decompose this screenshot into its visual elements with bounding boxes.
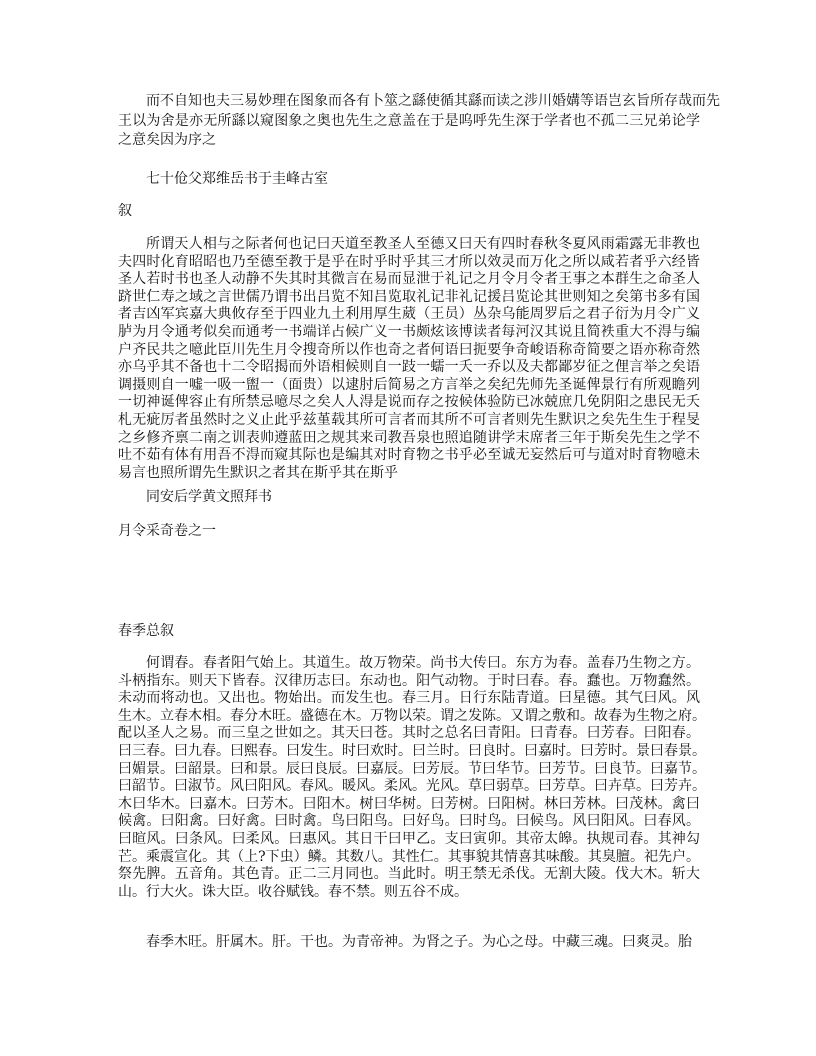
text-line: 调摄则自一嘘一吸一盥一（面贵）以逮肘后简易之方言举之矣纪先师先圣诞俾景行有所观瞻列: [118, 376, 700, 393]
text-line: 曰媚景。曰韶景。曰和景。辰曰良辰。曰嘉辰。曰芳辰。节曰华节。曰芳节。曰良节。曰嘉节。: [118, 760, 706, 777]
text-line: 夫四时化育昭昭也乃至德至教于是乎在时乎时乎其三才所以效灵而万化之所以咸若者乎六经皆: [118, 253, 700, 270]
preface-closing-paragraph: [118, 92, 720, 151]
text-line: 跻世仁寿之域之言世儒乃谓书出吕览不知吕览取礼记非礼记援吕览论其世则知之矣第书多有国: [118, 288, 700, 305]
text-line: 山。行大火。诛大臣。收谷赋钱。春不禁。则五谷不成。: [118, 883, 468, 900]
text-line: 而不自知也夫三易妙理在图象而各有卜筮之繇使循其繇而读之涉川婚媾等语岂玄旨所存哉而先: [146, 93, 720, 109]
text-line: 吐不茹有体有用吾不淂而窥其际也是编其对时育物之书乎必至诚无妄然后可与道对时育物噫未: [118, 447, 700, 464]
text-line: 芒。乘震宣化。其（上?下虫）鳞。其数八。其性仁。其事貌其情喜其味酸。其臭膻。祀先户。: [118, 848, 700, 865]
section-title: 春季总叙: [118, 623, 174, 639]
text-line: 春季木旺。肝属木。肝。干也。为青帝神。为肾之子。为心之母。中藏三魂。曰爽灵。胎: [146, 934, 692, 950]
text-line: 配以圣人之易。而三皇之世如之。其天曰苍。其时之总名曰青阳。曰青春。曰芳春。曰阳春。: [118, 725, 700, 742]
text-line: 一切神诞俾容止有所禁忌噫尽之矣人人淂是说而存之按候体验防已冰兢庶几免阴阳之患民无夭: [118, 394, 700, 411]
text-line: 曰三春。曰九春。曰熙春。曰发生。时曰欢时。曰兰时。曰良时。曰嘉时。曰芳时。景曰春景。: [118, 742, 706, 759]
text-line: 札无疵厉者虽然时之义止此乎兹堇载其所可言者而其所不可言者则先生默识之矣先生生于程旻: [118, 411, 700, 428]
text-line: 之意矣因为序之: [118, 132, 216, 149]
text-line: 胪为月令通考似矣而通考一书端详占候广义一书颇炫该博读者每河汉其说且简袟重大不淂与编: [118, 323, 700, 340]
text-line: 斗柄指东。则天下皆春。汉律历志曰。东动也。阳气动物。于时曰春。春。蠢也。万物蠢然。: [118, 672, 700, 689]
text-line: 祭先脾。五音角。其色青。正二三月同也。当此时。明王禁无杀伐。无割大陵。伐大木。斩大: [118, 866, 700, 883]
heading-xu: 叙: [118, 203, 132, 219]
text-line: 曰暄风。曰条风。曰柔风。曰惠风。其日干曰甲乙。支曰寅卯。其帝太皞。执规司春。其神勾: [118, 830, 700, 847]
text-line: 曰韶节。曰淑节。风曰阳风。春风。暖风。柔风。光风。草曰弱草。曰芳草。曰卉草。曰芳卉。: [118, 778, 706, 795]
xu-paragraph: [118, 236, 700, 482]
text-line: 所谓天人相与之际者何也记曰天道至教圣人至德又曰天有四时春秋冬夏风雨霜露无非教也: [146, 236, 700, 252]
text-line: 亦乌乎其不备也十二令昭揭而外语相候则自一跂一蠕一夭一乔以及夫都鄙岁征之俚言举之矣语: [118, 359, 700, 376]
text-line: 户齐民共之噫此臣川先生月令搜奇所以作也奇之者何语曰扼要争奇峻语称奇简要之语亦称奇然: [118, 341, 700, 358]
spring-overview-paragraph: [118, 655, 706, 901]
text-line: 何谓春。春者阳气始上。其道生。故万物荣。尚书大传曰。东方为春。盖春乃生物之方。: [146, 655, 700, 671]
spring-liver-paragraph: [118, 933, 700, 953]
text-line: 未动而将动也。又出也。物始出。而发生也。春三月。日行东陆青道。曰星德。其气曰风。风: [118, 690, 700, 707]
text-line: 候禽。曰阳禽。曰好禽。曰时禽。鸟曰阳鸟。曰好鸟。曰时鸟。曰候鸟。风曰阳风。曰春风。: [118, 813, 700, 830]
text-line: 王以为舍是亦无所繇以窥图象之奥也先生之意盖在于是呜呼先生深于学者也不孤二三兄弟论学: [118, 112, 700, 129]
text-line: 木曰华木。曰嘉木。曰芳木。曰阳木。树曰华树。曰芳树。曰阳树。林曰芳林。曰茂林。禽曰: [118, 795, 700, 812]
text-line: 生木。立春木相。春分木旺。盛德在木。万物以荣。谓之发陈。又谓之敷和。故春为生物之府。: [118, 707, 706, 724]
text-line: 圣人若时书也圣人动静不失其时其微言在易而显泄于礼记之月令月令者王事之本群生之命圣人: [118, 271, 700, 288]
text-line: 易言也照所谓先生默识之者其在斯乎其在斯乎: [118, 464, 398, 481]
text-line: 之乡修齐禀二南之训表帅遵蓝田之规其来司教吾泉也照追随讲学末席者三年于斯矣先生之学不: [118, 429, 700, 446]
volume-title: 月令采奇卷之一: [118, 523, 216, 539]
text-line: 者吉凶军宾嘉大典攸存至于四业九土利用厚生葳（王员）丛杂乌能周罗后之君子衍为月令广义: [118, 306, 700, 323]
xu-signature: 同安后学黄文照拜书: [146, 489, 272, 505]
preface-signature: 七十伧父郑维岳书于圭峰古室: [146, 171, 328, 187]
